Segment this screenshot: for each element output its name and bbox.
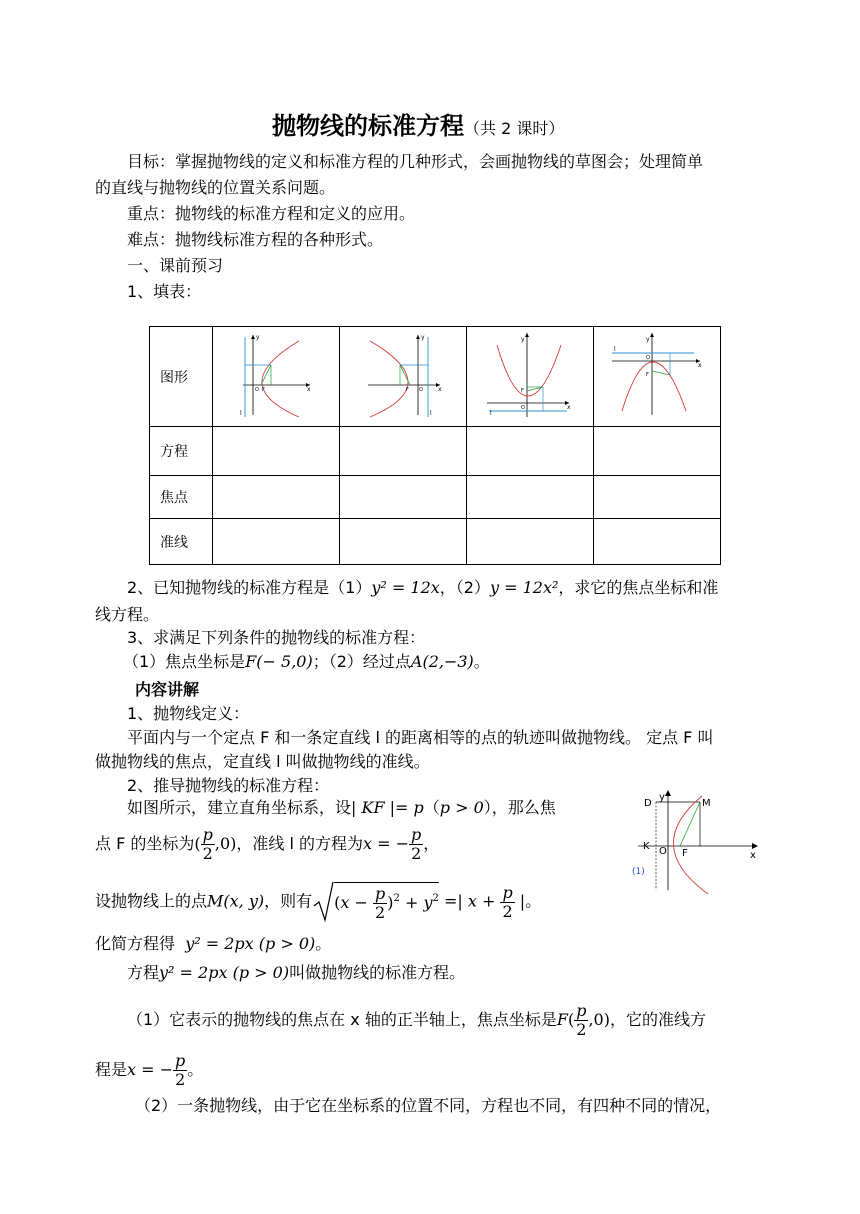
figure-right-opening <box>213 327 340 427</box>
table-header-directrix: 准线 <box>150 519 213 565</box>
table-cell-blank <box>467 476 594 519</box>
sqrt-expression: (x − $\frac{p}{2}$ )$^2 + y^2$ <box>312 880 439 924</box>
svg-text:l: l <box>614 346 616 353</box>
note-1-line-2: 程是x = − $\frac{p}{2}$ 。 <box>95 1051 204 1089</box>
key-point: 重点：抛物线的标准方程和定义的应用。 <box>127 204 416 223</box>
table-row <box>150 519 721 565</box>
table-cell-blank <box>594 519 721 565</box>
figure-label-x: x <box>750 850 756 861</box>
table-cell-blank <box>467 427 594 476</box>
item-3-part1: （1）焦点坐标是 <box>123 652 246 671</box>
table-cell-blank <box>340 519 467 565</box>
svg-text:O: O <box>419 387 423 393</box>
title-sub: （共 2 课时） <box>464 119 565 138</box>
table-cell-blank <box>213 427 340 476</box>
figure-label-K: K <box>643 841 650 852</box>
fraction-p-over-2: $\frac{p}{2}$ <box>411 825 422 863</box>
fraction-p-over-2: $\frac{p}{2}$ <box>202 825 213 863</box>
derive-cond-math: p > 0 <box>439 798 484 817</box>
simplify-line <box>95 934 331 954</box>
svg-text:x: x <box>698 362 702 369</box>
table-cell-blank <box>213 519 340 565</box>
section-content: 内容讲解 <box>135 680 200 699</box>
derive-title: 2、推导抛物线的标准方程： <box>127 776 330 795</box>
item-2-prefix: 2、已知抛物线的标准方程是（1） <box>127 578 372 597</box>
note-1-l2-a: 程是 <box>95 1060 128 1079</box>
figure-label-y: y <box>659 792 665 803</box>
derive-kf-math: | KF |= p <box>351 798 424 817</box>
doc-title <box>272 106 564 141</box>
derive-l1-c: ），那么焦 <box>483 798 556 817</box>
table-header-figure: 图形 <box>150 327 213 427</box>
derive-l2-end: ， <box>423 834 440 853</box>
section-preview: 一、课前预习 <box>127 256 224 275</box>
fraction-p-over-2: $\frac{p}{2}$ <box>502 882 513 921</box>
table-row <box>150 327 721 427</box>
derive-line-1 <box>127 798 556 818</box>
table-cell-blank <box>467 519 594 565</box>
std-b: 叫做抛物线的标准方程。 <box>289 963 466 982</box>
svg-text:F: F <box>262 387 265 393</box>
derive-point-m-math: M(x, y) <box>207 891 265 911</box>
note-2-line: （2）一条抛物线，由于它在坐标系的位置不同，方程也不同，有四种不同的情况， <box>135 1096 722 1115</box>
derive-l3-end: 。 <box>525 891 542 911</box>
svg-text:F: F <box>646 372 649 378</box>
item-3-line-2 <box>123 652 490 672</box>
svg-text:y: y <box>646 336 650 343</box>
std-a: 方程 <box>127 963 160 982</box>
item-3-point-math: A(2,−3) <box>410 652 474 671</box>
figure-down-opening <box>594 327 721 427</box>
definition-title: 1、抛物线定义： <box>127 704 250 723</box>
table-cell-blank <box>340 476 467 519</box>
derive-l1-b: （ <box>423 798 440 817</box>
note-1-b: ，它的准线方 <box>609 1010 706 1029</box>
goal-line-2: 的直线与抛物线的位置关系问题。 <box>95 178 336 197</box>
simplify-a: 化简方程得 <box>95 934 176 953</box>
table-cell-blank <box>213 476 340 519</box>
table-cell-blank <box>594 476 721 519</box>
derive-l1-a: 如图所示，建立直角坐标系，设 <box>127 798 352 817</box>
figure-up-opening <box>467 327 594 427</box>
svg-text:O: O <box>255 387 259 393</box>
simplify-math: y² = 2px (p > 0) <box>185 934 316 953</box>
svg-text:O: O <box>646 355 650 361</box>
difficulty: 难点：抛物线标准方程的各种形式。 <box>127 230 384 249</box>
fraction-p-over-2: $\frac{p}{2}$ <box>175 1051 186 1089</box>
item-3-end: 。 <box>473 652 490 671</box>
svg-text:x: x <box>438 386 442 393</box>
table-cell-blank <box>340 427 467 476</box>
item-3-part2: ；（2）经过点 <box>312 652 411 671</box>
item-2-line-2: 线方程。 <box>95 605 160 624</box>
item-fill-table: 1、填表： <box>127 282 202 301</box>
definition-line-2: 做抛物线的焦点，定直线 l 叫做抛物线的准线。 <box>95 752 430 771</box>
item-3-line-1: 3、求满足下列条件的抛物线的标准方程： <box>127 628 426 647</box>
figure-label-D: D <box>644 798 652 809</box>
table-header-focus: 焦点 <box>150 476 213 519</box>
item-2-line-1 <box>127 578 718 598</box>
title-main: 抛物线的标准方程 <box>272 112 464 140</box>
derive-l2-a: 点 F 的坐标为 <box>95 834 195 853</box>
item-3-focus-math: F(− 5,0) <box>245 652 313 671</box>
table-row <box>150 476 721 519</box>
svg-text:O: O <box>521 405 525 411</box>
parabola-table <box>149 326 721 565</box>
derive-l2-b: ，准线 l 的方程为 <box>236 834 364 853</box>
derive-line-3: 设抛物线上的点M(x, y)，则有 (x − $\frac{p}{2}$ )$^2 + y^2$ =| x + $\frac{p}{2}$ |。 <box>95 880 541 924</box>
note-1-a: （1）它表示的抛物线的焦点在 x 轴的正半轴上，焦点坐标是 <box>127 1010 557 1029</box>
std-math: y² = 2px (p > 0) <box>159 963 290 982</box>
svg-text:F: F <box>406 387 409 393</box>
svg-text:x: x <box>307 386 311 393</box>
svg-text:l: l <box>430 410 432 417</box>
svg-text:l: l <box>240 410 242 417</box>
figure-left-opening <box>340 327 467 427</box>
table-cell-blank <box>594 427 721 476</box>
figure-caption: (1) <box>632 867 645 877</box>
svg-text:y: y <box>521 336 525 343</box>
svg-text:F: F <box>521 388 524 394</box>
item-2-mid: ，（2） <box>439 578 490 597</box>
fraction-p-over-2: $\frac{p}{2}$ <box>576 1001 587 1039</box>
svg-text:l: l <box>490 410 492 417</box>
figure-label-O: O <box>659 846 667 857</box>
table-row <box>150 427 721 476</box>
item-2-eq1: y² = 12x <box>371 578 440 597</box>
figure-label-F: F <box>682 848 688 859</box>
svg-text:y: y <box>421 334 425 341</box>
item-2-suffix: ，求它的焦点坐标和准 <box>558 578 719 597</box>
standard-eq-line <box>127 963 465 983</box>
derivation-figure <box>628 786 768 896</box>
note-1-line-1: （1）它表示的抛物线的焦点在 x 轴的正半轴上，焦点坐标是F( $\frac{p}{2}$ ,0)，它的准线方 <box>127 1001 706 1039</box>
derive-line-2: 点 F 的坐标为( $\frac{p}{2}$ ,0)，准线 l 的方程为x = − $\frac{p}{2}$ ， <box>95 825 440 863</box>
derive-l3-a: 设抛物线上的点 <box>95 891 208 911</box>
definition-line-1: 平面内与一个定点 F 和一条定直线 l 的距离相等的点的轨迹叫做抛物线。 定点 F 叫 <box>127 728 714 747</box>
derive-l3-b: ，则有 <box>264 891 313 911</box>
note-1-l2-end: 。 <box>187 1060 204 1079</box>
figure-label-M: M <box>702 798 711 809</box>
svg-text:y: y <box>256 334 260 341</box>
table-header-equation: 方程 <box>150 427 213 476</box>
goal-line-1: 目标：掌握抛物线的定义和标准方程的几种形式，会画抛物线的草图会；处理简单 <box>127 152 704 171</box>
simplify-end: 。 <box>315 934 332 953</box>
svg-text:x: x <box>567 404 571 411</box>
item-2-eq2: y = 12x² <box>489 578 559 597</box>
